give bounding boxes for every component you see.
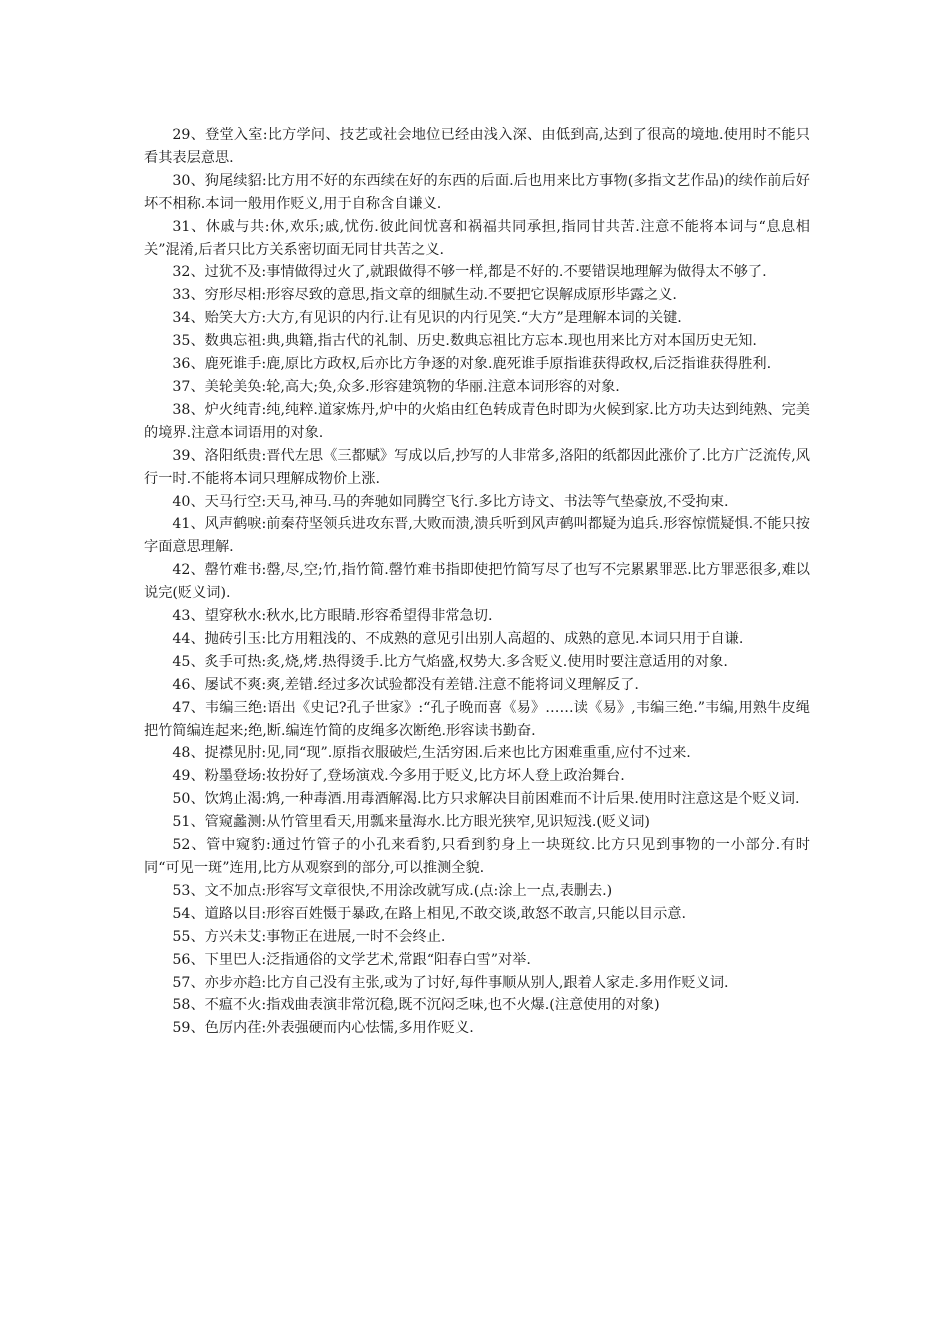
- list-item: 50、饮鸩止渴:鸩,一种毒酒.用毒酒解渴.比方只求解决目前困难而不计后果.使用时注意这是个贬义词.: [172, 791, 800, 808]
- list-item: 34、贻笑大方:大方,有见识的内行.让有见识的内行见笑.“大方”是理解本词的关键.: [172, 310, 682, 327]
- list-item: 46、屡试不爽:爽,差错.经过多次试验都没有差错.注意不能将词义理解反了.: [172, 676, 639, 693]
- list-item: 37、美轮美奂:轮,高大;奂,众多.形容建筑物的华丽.注意本词形容的对象.: [172, 378, 620, 395]
- list-item: 57、亦步亦趋:比方自己没有主张,或为了讨好,每件事顺从别人,跟着人家走.多用作贬义词.: [172, 974, 729, 991]
- list-item: 43、望穿秋水:秋水,比方眼睛.形容希望得非常急切.: [172, 608, 493, 625]
- list-item: 35、数典忘祖:典,典籍,指古代的礼制、历史.数典忘祖比方忘本.现也用来比方对本国历史无知.: [172, 333, 757, 350]
- list-item: 36、鹿死谁手:鹿,原比方政权,后亦比方争逐的对象.鹿死谁手原指谁获得政权,后泛指谁获得胜利.: [172, 356, 772, 373]
- list-item: 42、罄竹难书:罄,尽,空;竹,指竹简.罄竹难书指即使把竹简写尽了也写不完累累罪恶.比方罪恶很多,难以说完(贬义词).: [144, 562, 810, 602]
- list-item: 41、风声鹤唳:前秦苻坚领兵进攻东晋,大败而溃,溃兵听到风声鹤叫都疑为追兵.形容惊慌疑惧.不能只按字面意思理解.: [144, 516, 810, 556]
- idiom-list: [144, 124, 810, 1040]
- list-item: 31、休戚与共:休,欢乐;戚,忧伤.彼此间忧喜和祸福共同承担,指同甘共苦.注意不能将本词与“息息相关”混淆,后者只比方关系密切面无同甘共苦之义.: [144, 218, 810, 258]
- list-item: 49、粉墨登场:妆扮好了,登场演戏.今多用于贬义,比方坏人登上政治舞台.: [172, 768, 625, 785]
- list-item: 51、管窥蠡测:从竹管里看天,用瓢来量海水.比方眼光狭窄,见识短浅.(贬义词): [172, 814, 650, 831]
- list-item: 52、管中窥豹:通过竹管子的小孔来看豹,只看到豹身上一块斑纹.比方只见到事物的一小部分.有时同“可见一斑”连用,比方从观察到的部分,可以推测全貌.: [144, 837, 810, 876]
- list-item: 58、不瘟不火:指戏曲表演非常沉稳,既不沉闷乏味,也不火爆.(注意使用的对象): [172, 997, 660, 1014]
- list-item: 40、天马行空:天马,神马.马的奔驰如同腾空飞行.多比方诗文、书法等气垫豪放,不受拘束.: [172, 493, 729, 510]
- list-item: 32、过犹不及:事情做得过火了,就跟做得不够一样,都是不好的.不要错误地理解为做得太不够了.: [172, 264, 767, 281]
- list-item: 29、登堂入室:比方学问、技艺或社会地位已经由浅入深、由低到高,达到了很高的境地.使用时不能只看其表层意思.: [144, 127, 810, 166]
- list-item: 44、抛砖引玉:比方用粗浅的、不成熟的意见引出别人高超的、成熟的意见.本词只用于自谦.: [172, 630, 744, 647]
- list-item: 30、狗尾续貂:比方用不好的东西续在好的东西的后面.后也用来比方事物(多指文艺作品)的续作前后好坏不相称.本词一般用作贬义,用于自称含自谦义.: [144, 172, 810, 212]
- list-item: 45、炙手可热:炙,烧,烤.热得烫手.比方气焰盛,权势大.多含贬义.使用时要注意适用的对象.: [172, 653, 728, 670]
- list-item: 56、下里巴人:泛指通俗的文学艺术,常跟“阳春白雪”对举.: [172, 951, 531, 968]
- list-item: 39、洛阳纸贵:晋代左思《三都赋》写成以后,抄写的人非常多,洛阳的纸都因此涨价了.比方广泛流传,风行一时.不能将本词只理解成物价上涨.: [144, 447, 810, 487]
- list-item: 53、文不加点:形容写文章很快,不用涂改就写成.(点:涂上一点,表删去.): [172, 882, 613, 899]
- list-item: 54、道路以目:形容百姓慑于暴政,在路上相见,不敢交谈,敢怒不敢言,只能以目示意.: [172, 905, 686, 922]
- list-item: 33、穷形尽相:形容尽致的意思,指文章的细腻生动.不要把它误解成原形毕露之义.: [172, 287, 677, 304]
- list-item: 48、捉襟见肘:见,同“现”.原指衣服破烂,生活穷困.后来也比方困难重重,应付不过来.: [172, 745, 691, 762]
- list-item: 38、炉火纯青:纯,纯粹.道家炼丹,炉中的火焰由红色转成青色时即为火候到家.比方功夫达到纯熟、完美的境界.注意本词语用的对象.: [144, 401, 810, 441]
- list-item: 59、色厉内荏:外表强硬而内心怯懦,多用作贬义.: [172, 1020, 474, 1037]
- list-item: 47、韦编三绝:语出《史记?孔子世家》:“孔子晚而喜《易》……读《易》,韦编三绝.”韦编,用熟牛皮绳把竹简编连起来;绝,断.编连竹简的皮绳多次断绝.形容读书勤奋.: [144, 699, 810, 739]
- list-item: 55、方兴未艾:事物正在进展,一时不会终止.: [172, 928, 446, 945]
